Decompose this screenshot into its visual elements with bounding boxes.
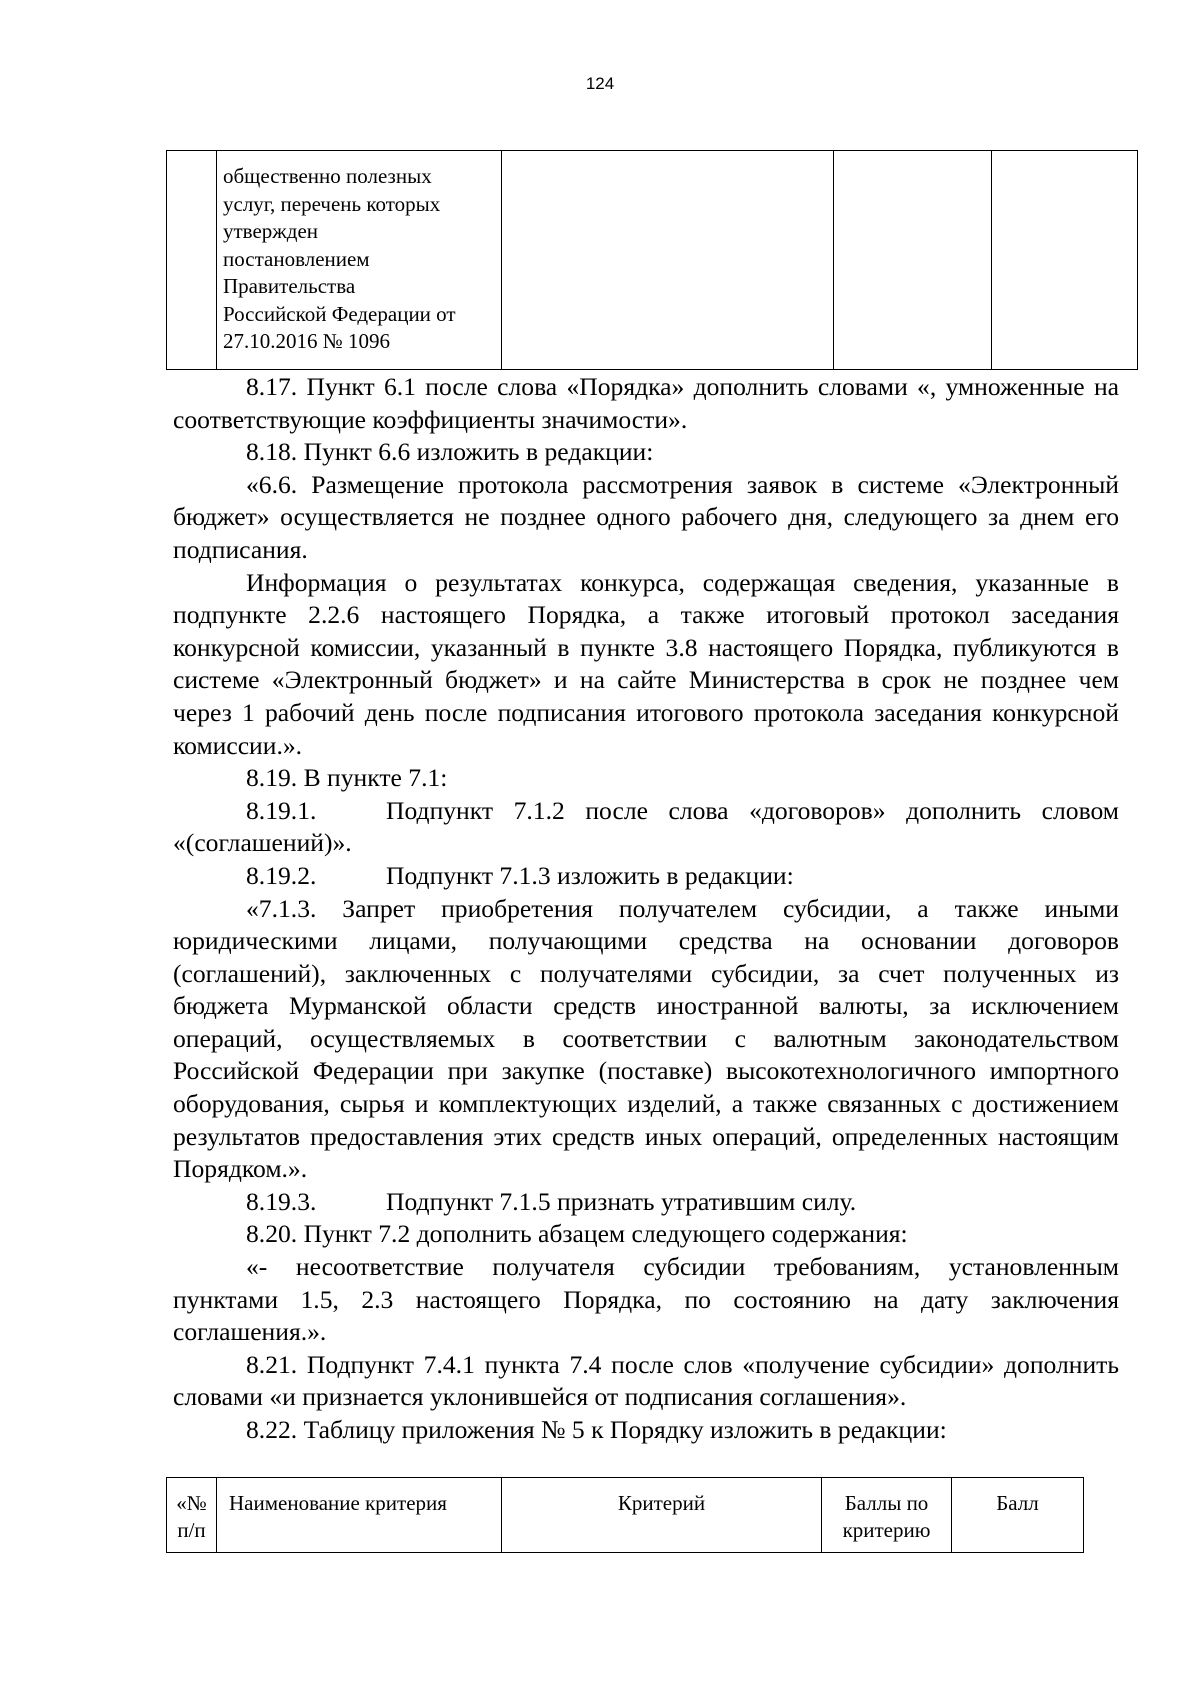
paragraph-8-20: 8.20. Пункт 7.2 дополнить абзацем следующего содержания: [246, 1219, 908, 1249]
clause-number: 8.19.2. [246, 860, 317, 890]
paragraph-8-19-2 [173, 860, 1119, 893]
header-line: Баллы по [844, 1491, 929, 1515]
table-cell-score [992, 151, 1138, 370]
paragraph-6-6: «6.6. Размещение протокола рассмотрения заявок в системе «Электронный бюджет» осуществляется не позднее одного рабочего дня, следующего за днем его подписания. [173, 469, 1119, 564]
paragraph-8-19-3 [173, 1186, 1119, 1219]
clause-text: Подпункт 7.1.2 после слова «договоров» дополнить словом «(соглашений)». [173, 795, 1119, 858]
header-points-per-criterion [822, 1478, 952, 1553]
cell-line: Российской Федерации от [223, 301, 456, 326]
table-cell-criterion [502, 151, 834, 370]
document-body [173, 371, 1119, 1447]
cell-line: Правительства [223, 274, 356, 298]
paragraph-8-19-1 [173, 795, 1119, 860]
cell-line: постановлением [223, 246, 370, 271]
table-cell-service-list [217, 151, 502, 370]
paragraph-7-1-3: «7.1.3. Запрет приобретения получателем субсидии, а также иными юридическими лицами, получающими средства на основании договоров (соглашений), заключенных с получателями субсидии, за счет полученных из бюджета Мурманской области средств иностранной валюты, за исключением операций, осуществляемых в соответствии с валютным законодательством Российской Федерации при закупке (поставке) высокотехнологичного импортного оборудования, сырья и комплектующих изделий, а также связанных с достижением результатов предоставления этих средств иных операций, определенных настоящим Порядком.». [173, 893, 1119, 1184]
paragraph-8-22: 8.22. Таблицу приложения № 5 к Порядку изложить в редакции: [246, 1415, 947, 1444]
header-number [167, 1478, 217, 1553]
paragraph-8-18: 8.18. Пункт 6.6 изложить в редакции: [246, 437, 654, 467]
header-line: «№ [176, 1491, 207, 1515]
cell-line: утвержден [223, 219, 319, 243]
table-header-row [167, 1478, 1084, 1553]
paragraph-8-17: 8.17. Пункт 6.1 после слова «Порядка» дополнить словами «, умноженные на соответствующие коэффициенты значимости». [173, 372, 1119, 434]
cell-line: общественно полезных [223, 164, 432, 188]
continued-table [166, 150, 1138, 370]
table-cell-number [167, 151, 217, 370]
paragraph-nonconformity: «- несоответствие получателя субсидии требованиям, установленным пунктами 1.5, 2.3 настоящего Порядка, по состоянию на дату заключения соглашения.». [173, 1252, 1119, 1347]
table-row [167, 151, 1138, 370]
header-score [952, 1478, 1084, 1553]
header-line: критерию [842, 1518, 931, 1542]
cell-line: 27.10.2016 № 1096 [223, 329, 391, 353]
header-line: п/п [177, 1518, 206, 1542]
header-criterion-name [217, 1478, 502, 1553]
table-cell-points [834, 151, 992, 370]
paragraph-info: Информация о результатах конкурса, содержащая сведения, указанные в подпункте 2.2.6 настоящего Порядка, а также итоговый протокол заседания конкурсной комиссии, указанный в пункте 3.8 настоящего Порядка, публикуются в системе «Электронный бюджет» и на сайте Министерства в срок не позднее чем через 1 рабочий день после подписания итогового протокола заседания конкурсной комиссии.». [173, 567, 1119, 760]
cell-line: услуг, перечень которых [223, 191, 441, 216]
header-line: Критерий [617, 1491, 706, 1515]
clause-number: 8.19.3. [246, 1186, 317, 1216]
clause-number: 8.19.1. [246, 795, 317, 825]
header-line: Балл [996, 1491, 1039, 1515]
clause-text: Подпункт 7.1.5 признать утратившим силу. [386, 1186, 857, 1216]
header-criterion [502, 1478, 822, 1553]
page-number: 124 [585, 74, 615, 93]
criteria-table-header [166, 1477, 1084, 1553]
paragraph-8-19: 8.19. В пункте 7.1: [246, 763, 448, 793]
clause-text: Подпункт 7.1.3 изложить в редакции: [386, 860, 794, 890]
paragraph-8-21: 8.21. Подпункт 7.4.1 пункта 7.4 после слов «получение субсидии» дополнить словами «и признается уклонившейся от подписания соглашения». [173, 1349, 1119, 1412]
header-line: Наименование критерия [229, 1491, 447, 1515]
